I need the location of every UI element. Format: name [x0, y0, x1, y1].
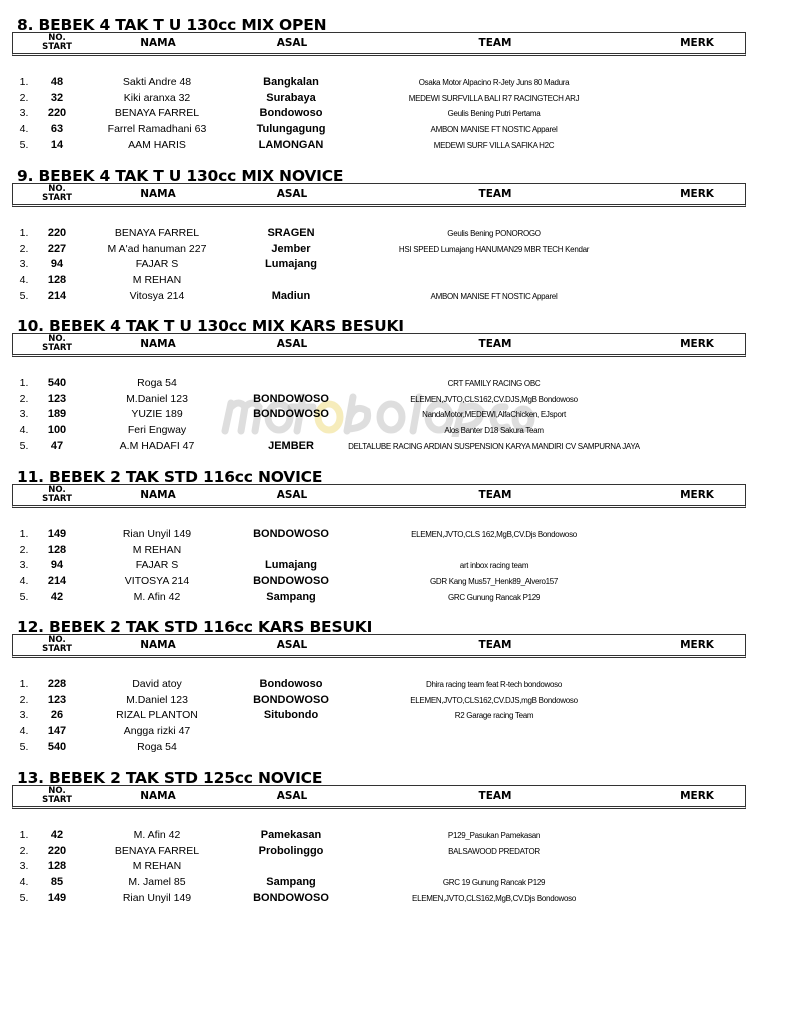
cell-no: 128	[47, 274, 67, 286]
header-no-start	[42, 34, 72, 52]
table-header	[12, 484, 746, 508]
cell-team: GRC Gunung Rancak P129	[447, 593, 541, 602]
header-no: NO.	[48, 334, 66, 344]
cell-no: 147	[47, 725, 67, 737]
header-start: START	[42, 644, 72, 654]
header-asal: ASAL	[276, 790, 308, 802]
cell-nama: M.Daniel 123	[126, 393, 188, 405]
cell-asal: Madiun	[271, 290, 311, 302]
table-row	[0, 258, 791, 273]
class-section	[0, 619, 791, 769]
cell-nama: M.Daniel 123	[126, 694, 188, 706]
class-title: 10. BEBEK 4 TAK T U 130cc MIX KARS BESUKI	[17, 317, 404, 335]
table-row	[0, 408, 791, 423]
cell-team: Geulis Bening Putri Pertama	[447, 109, 541, 118]
cell-asal: Bangkalan	[263, 76, 319, 88]
cell-asal: Lumajang	[265, 559, 317, 571]
cell-no: 100	[47, 424, 67, 436]
cell-nama: Feri Engway	[127, 424, 187, 436]
cell-team: R2 Garage racing Team	[454, 711, 534, 720]
cell-no: 220	[47, 227, 67, 239]
table-row	[0, 591, 791, 606]
cell-team: HSI SPEED Lumajang HANUMAN29 MBR TECH Kendar	[398, 245, 590, 254]
cell-nama: M REHAN	[132, 544, 182, 556]
cell-pos: 4.	[19, 876, 29, 888]
cell-nama: Farrel Ramadhani 63	[107, 123, 207, 135]
cell-no: 214	[47, 290, 67, 302]
cell-no: 228	[47, 678, 67, 690]
header-team: TEAM	[478, 338, 512, 350]
cell-pos: 3.	[19, 559, 29, 571]
header-merk: MERK	[680, 37, 714, 49]
header-team: TEAM	[478, 188, 512, 200]
cell-pos: 5.	[19, 741, 29, 753]
table-row	[0, 139, 791, 154]
header-merk: MERK	[680, 639, 714, 651]
table-header	[12, 333, 746, 357]
class-section	[0, 770, 791, 920]
cell-nama: YUZIE 189	[131, 408, 183, 420]
header-no: NO.	[48, 786, 66, 796]
cell-no: 128	[47, 860, 67, 872]
header-no-start	[42, 486, 72, 504]
cell-pos: 4.	[19, 274, 29, 286]
cell-asal: BONDOWOSO	[253, 408, 329, 420]
header-merk: MERK	[680, 338, 714, 350]
cell-nama: VITOSYA 214	[124, 575, 190, 587]
cell-pos: 1.	[19, 678, 29, 690]
table-row	[0, 227, 791, 242]
cell-pos: 2.	[19, 92, 29, 104]
cell-no: 94	[50, 559, 64, 571]
cell-asal: BONDOWOSO	[253, 575, 329, 587]
cell-team: Alos Banter D18 Sakura Team	[444, 426, 544, 435]
cell-pos: 1.	[19, 528, 29, 540]
table-row	[0, 678, 791, 693]
cell-team: GRC 19 Gunung Rancak P129	[442, 878, 546, 887]
cell-pos: 3.	[19, 107, 29, 119]
class-title: 8. BEBEK 4 TAK T U 130cc MIX OPEN	[17, 16, 327, 34]
header-nama: NAMA	[140, 37, 176, 49]
cell-asal: Pamekasan	[260, 829, 322, 841]
cell-pos: 4.	[19, 424, 29, 436]
cell-no: 42	[50, 591, 64, 603]
cell-pos: 4.	[19, 575, 29, 587]
cell-nama: BENAYA FARREL	[114, 845, 200, 857]
header-nama: NAMA	[140, 639, 176, 651]
header-no: NO.	[48, 184, 66, 194]
cell-team: Geulis Bening PONOROGO	[447, 229, 541, 238]
cell-team: P129_Pasukan Pamekasan	[447, 831, 541, 840]
header-no: NO.	[48, 485, 66, 495]
header-asal: ASAL	[276, 338, 308, 350]
table-row	[0, 829, 791, 844]
class-title: 11. BEBEK 2 TAK STD 116cc NOVICE	[17, 468, 323, 486]
cell-asal: Bondowoso	[259, 107, 323, 119]
cell-asal: Situbondo	[263, 709, 319, 721]
cell-nama: BENAYA FARREL	[114, 227, 200, 239]
cell-pos: 2.	[19, 694, 29, 706]
cell-no: 214	[47, 575, 67, 587]
table-row	[0, 694, 791, 709]
class-title: 9. BEBEK 4 TAK T U 130cc MIX NOVICE	[17, 167, 344, 185]
cell-pos: 1.	[19, 829, 29, 841]
table-row	[0, 440, 791, 455]
cell-asal: Tulungagung	[256, 123, 326, 135]
header-no: NO.	[48, 33, 66, 43]
header-start: START	[42, 343, 72, 353]
cell-nama: AAM HARIS	[128, 139, 186, 151]
table-row	[0, 107, 791, 122]
header-nama: NAMA	[140, 790, 176, 802]
cell-nama: RIZAL PLANTON	[116, 709, 198, 721]
cell-pos: 1.	[19, 377, 29, 389]
cell-team: AMBON MANISE FT NOSTIC Apparel	[430, 125, 558, 134]
cell-team: BALSAWOOD PREDATOR	[448, 847, 540, 856]
cell-no: 220	[47, 845, 67, 857]
cell-no: 220	[47, 107, 67, 119]
header-merk: MERK	[680, 489, 714, 501]
cell-asal: BONDOWOSO	[253, 393, 329, 405]
cell-nama: FAJAR S	[135, 559, 179, 571]
cell-asal: Lumajang	[265, 258, 317, 270]
header-team: TEAM	[478, 639, 512, 651]
table-row	[0, 845, 791, 860]
header-start: START	[42, 193, 72, 203]
table-row	[0, 725, 791, 740]
cell-pos: 1.	[19, 227, 29, 239]
header-nama: NAMA	[140, 338, 176, 350]
cell-team: ELEMEN,JVTO,CLS162,CV.DJS,MgB Bondowoso	[410, 395, 578, 404]
cell-team: Osaka Motor Alpacino R-Jety Juns 80 Madura	[418, 78, 570, 87]
cell-nama: M A'ad hanuman 227	[107, 243, 207, 255]
class-title: 12. BEBEK 2 TAK STD 116cc KARS BESUKI	[17, 618, 373, 636]
cell-pos: 3.	[19, 258, 29, 270]
table-row	[0, 575, 791, 590]
cell-pos: 5.	[19, 139, 29, 151]
table-row	[0, 123, 791, 138]
table-row	[0, 741, 791, 756]
class-section	[0, 17, 791, 167]
cell-asal: SRAGEN	[267, 227, 315, 239]
table-row	[0, 290, 791, 305]
cell-nama: Roga 54	[137, 377, 177, 389]
cell-no: 85	[50, 876, 64, 888]
header-nama: NAMA	[140, 188, 176, 200]
cell-no: 32	[50, 92, 64, 104]
cell-nama: Vitosya 214	[129, 290, 185, 302]
cell-nama: M. Jamel 85	[128, 876, 186, 888]
cell-pos: 5.	[19, 892, 29, 904]
cell-nama: Kiki aranxa 32	[123, 92, 191, 104]
header-no: NO.	[48, 635, 66, 645]
table-row	[0, 76, 791, 91]
cell-no: 149	[47, 528, 67, 540]
cell-no: 48	[50, 76, 64, 88]
cell-no: 94	[50, 258, 64, 270]
table-row	[0, 528, 791, 543]
table-header	[12, 32, 746, 56]
cell-pos: 2.	[19, 243, 29, 255]
cell-asal: Jember	[271, 243, 311, 255]
cell-team: DELTALUBE RACING ARDIAN SUSPENSION KARYA MANDIRI CV SAMPURNA JAYA	[348, 442, 640, 451]
cell-asal: Sampang	[266, 591, 316, 603]
cell-pos: 3.	[19, 709, 29, 721]
header-no-start	[42, 185, 72, 203]
table-row	[0, 243, 791, 258]
header-nama: NAMA	[140, 489, 176, 501]
cell-pos: 5.	[19, 440, 29, 452]
header-asal: ASAL	[276, 489, 308, 501]
header-team: TEAM	[478, 37, 512, 49]
cell-pos: 5.	[19, 290, 29, 302]
cell-no: 42	[50, 829, 64, 841]
header-asal: ASAL	[276, 188, 308, 200]
cell-nama: David atoy	[132, 678, 182, 690]
table-row	[0, 559, 791, 574]
cell-no: 189	[47, 408, 67, 420]
cell-pos: 2.	[19, 845, 29, 857]
cell-asal: Bondowoso	[259, 678, 323, 690]
cell-pos: 4.	[19, 725, 29, 737]
cell-asal: Surabaya	[266, 92, 316, 104]
cell-team: ELEMEN,JVTO,CLS 162,MgB,CV.Djs Bondowoso	[411, 530, 577, 539]
cell-no: 227	[47, 243, 67, 255]
cell-nama: M REHAN	[132, 860, 182, 872]
cell-no: 123	[47, 694, 67, 706]
cell-no: 26	[50, 709, 64, 721]
cell-pos: 3.	[19, 408, 29, 420]
table-row	[0, 92, 791, 107]
header-asal: ASAL	[276, 639, 308, 651]
cell-no: 14	[50, 139, 64, 151]
cell-asal: BONDOWOSO	[253, 528, 329, 540]
cell-asal: BONDOWOSO	[253, 694, 329, 706]
cell-nama: BENAYA FARREL	[114, 107, 200, 119]
header-team: TEAM	[478, 790, 512, 802]
cell-team: CRT FAMILY RACING OBC	[447, 379, 541, 388]
cell-asal: LAMONGAN	[258, 139, 324, 151]
cell-no: 123	[47, 393, 67, 405]
cell-nama: Sakti Andre 48	[122, 76, 192, 88]
cell-team: GDR Kang Mus57_Henk89_Alvero157	[429, 577, 559, 586]
table-header	[12, 634, 746, 658]
cell-nama: Angga rizki 47	[123, 725, 191, 737]
table-header	[12, 785, 746, 809]
header-start: START	[42, 42, 72, 52]
cell-no: 149	[47, 892, 67, 904]
table-row	[0, 892, 791, 907]
header-start: START	[42, 494, 72, 504]
cell-team: AMBON MANISE FT NOSTIC Apparel	[430, 292, 558, 301]
cell-team: NandaMotor,MEDEWI,AlfaChicken, EJsport	[422, 410, 566, 419]
cell-team: MEDEWI SURFVILLA BALI R7 RACINGTECH ARJ	[408, 94, 580, 103]
cell-nama: M REHAN	[132, 274, 182, 286]
class-section	[0, 318, 791, 468]
table-header	[12, 183, 746, 207]
cell-asal: JEMBER	[268, 440, 314, 452]
table-row	[0, 424, 791, 439]
class-title: 13. BEBEK 2 TAK STD 125cc NOVICE	[17, 769, 323, 787]
cell-nama: M. Afin 42	[133, 829, 181, 841]
cell-team: ELEMEN,JVTO,CLS162,MgB,CV.Djs Bondowoso	[412, 894, 576, 903]
class-section	[0, 168, 791, 318]
header-asal: ASAL	[276, 37, 308, 49]
cell-asal: Sampang	[266, 876, 316, 888]
cell-no: 128	[47, 544, 67, 556]
table-row	[0, 876, 791, 891]
table-row	[0, 274, 791, 289]
header-start: START	[42, 795, 72, 805]
cell-nama: Roga 54	[137, 741, 177, 753]
cell-pos: 5.	[19, 591, 29, 603]
cell-no: 540	[47, 741, 67, 753]
cell-nama: M. Afin 42	[133, 591, 181, 603]
class-section	[0, 469, 791, 619]
cell-nama: A.M HADAFI 47	[119, 440, 195, 452]
table-row	[0, 377, 791, 392]
table-row	[0, 860, 791, 875]
cell-team: Dhira racing team feat R-tech bondowoso	[426, 680, 562, 689]
cell-asal: BONDOWOSO	[253, 892, 329, 904]
cell-pos: 2.	[19, 393, 29, 405]
cell-no: 47	[50, 440, 64, 452]
header-merk: MERK	[680, 188, 714, 200]
cell-nama: FAJAR S	[135, 258, 179, 270]
cell-pos: 3.	[19, 860, 29, 872]
cell-pos: 4.	[19, 123, 29, 135]
header-no-start	[42, 636, 72, 654]
cell-team: art inbox racing team	[459, 561, 529, 570]
cell-pos: 2.	[19, 544, 29, 556]
table-row	[0, 709, 791, 724]
table-row	[0, 544, 791, 559]
header-no-start	[42, 787, 72, 805]
header-merk: MERK	[680, 790, 714, 802]
cell-nama: Rian Unyil 149	[122, 528, 192, 540]
cell-pos: 1.	[19, 76, 29, 88]
header-no-start	[42, 335, 72, 353]
cell-team: MEDEWI SURF VILLA SAFIKA H2C	[433, 141, 555, 150]
cell-team: ELEMEN,JVTO,CLS162,CV.DJS,mgB Bondowoso	[410, 696, 578, 705]
table-row	[0, 393, 791, 408]
header-team: TEAM	[478, 489, 512, 501]
cell-no: 540	[47, 377, 67, 389]
cell-asal: Probolinggo	[258, 845, 324, 857]
cell-nama: Rian Unyil 149	[122, 892, 192, 904]
cell-no: 63	[50, 123, 64, 135]
